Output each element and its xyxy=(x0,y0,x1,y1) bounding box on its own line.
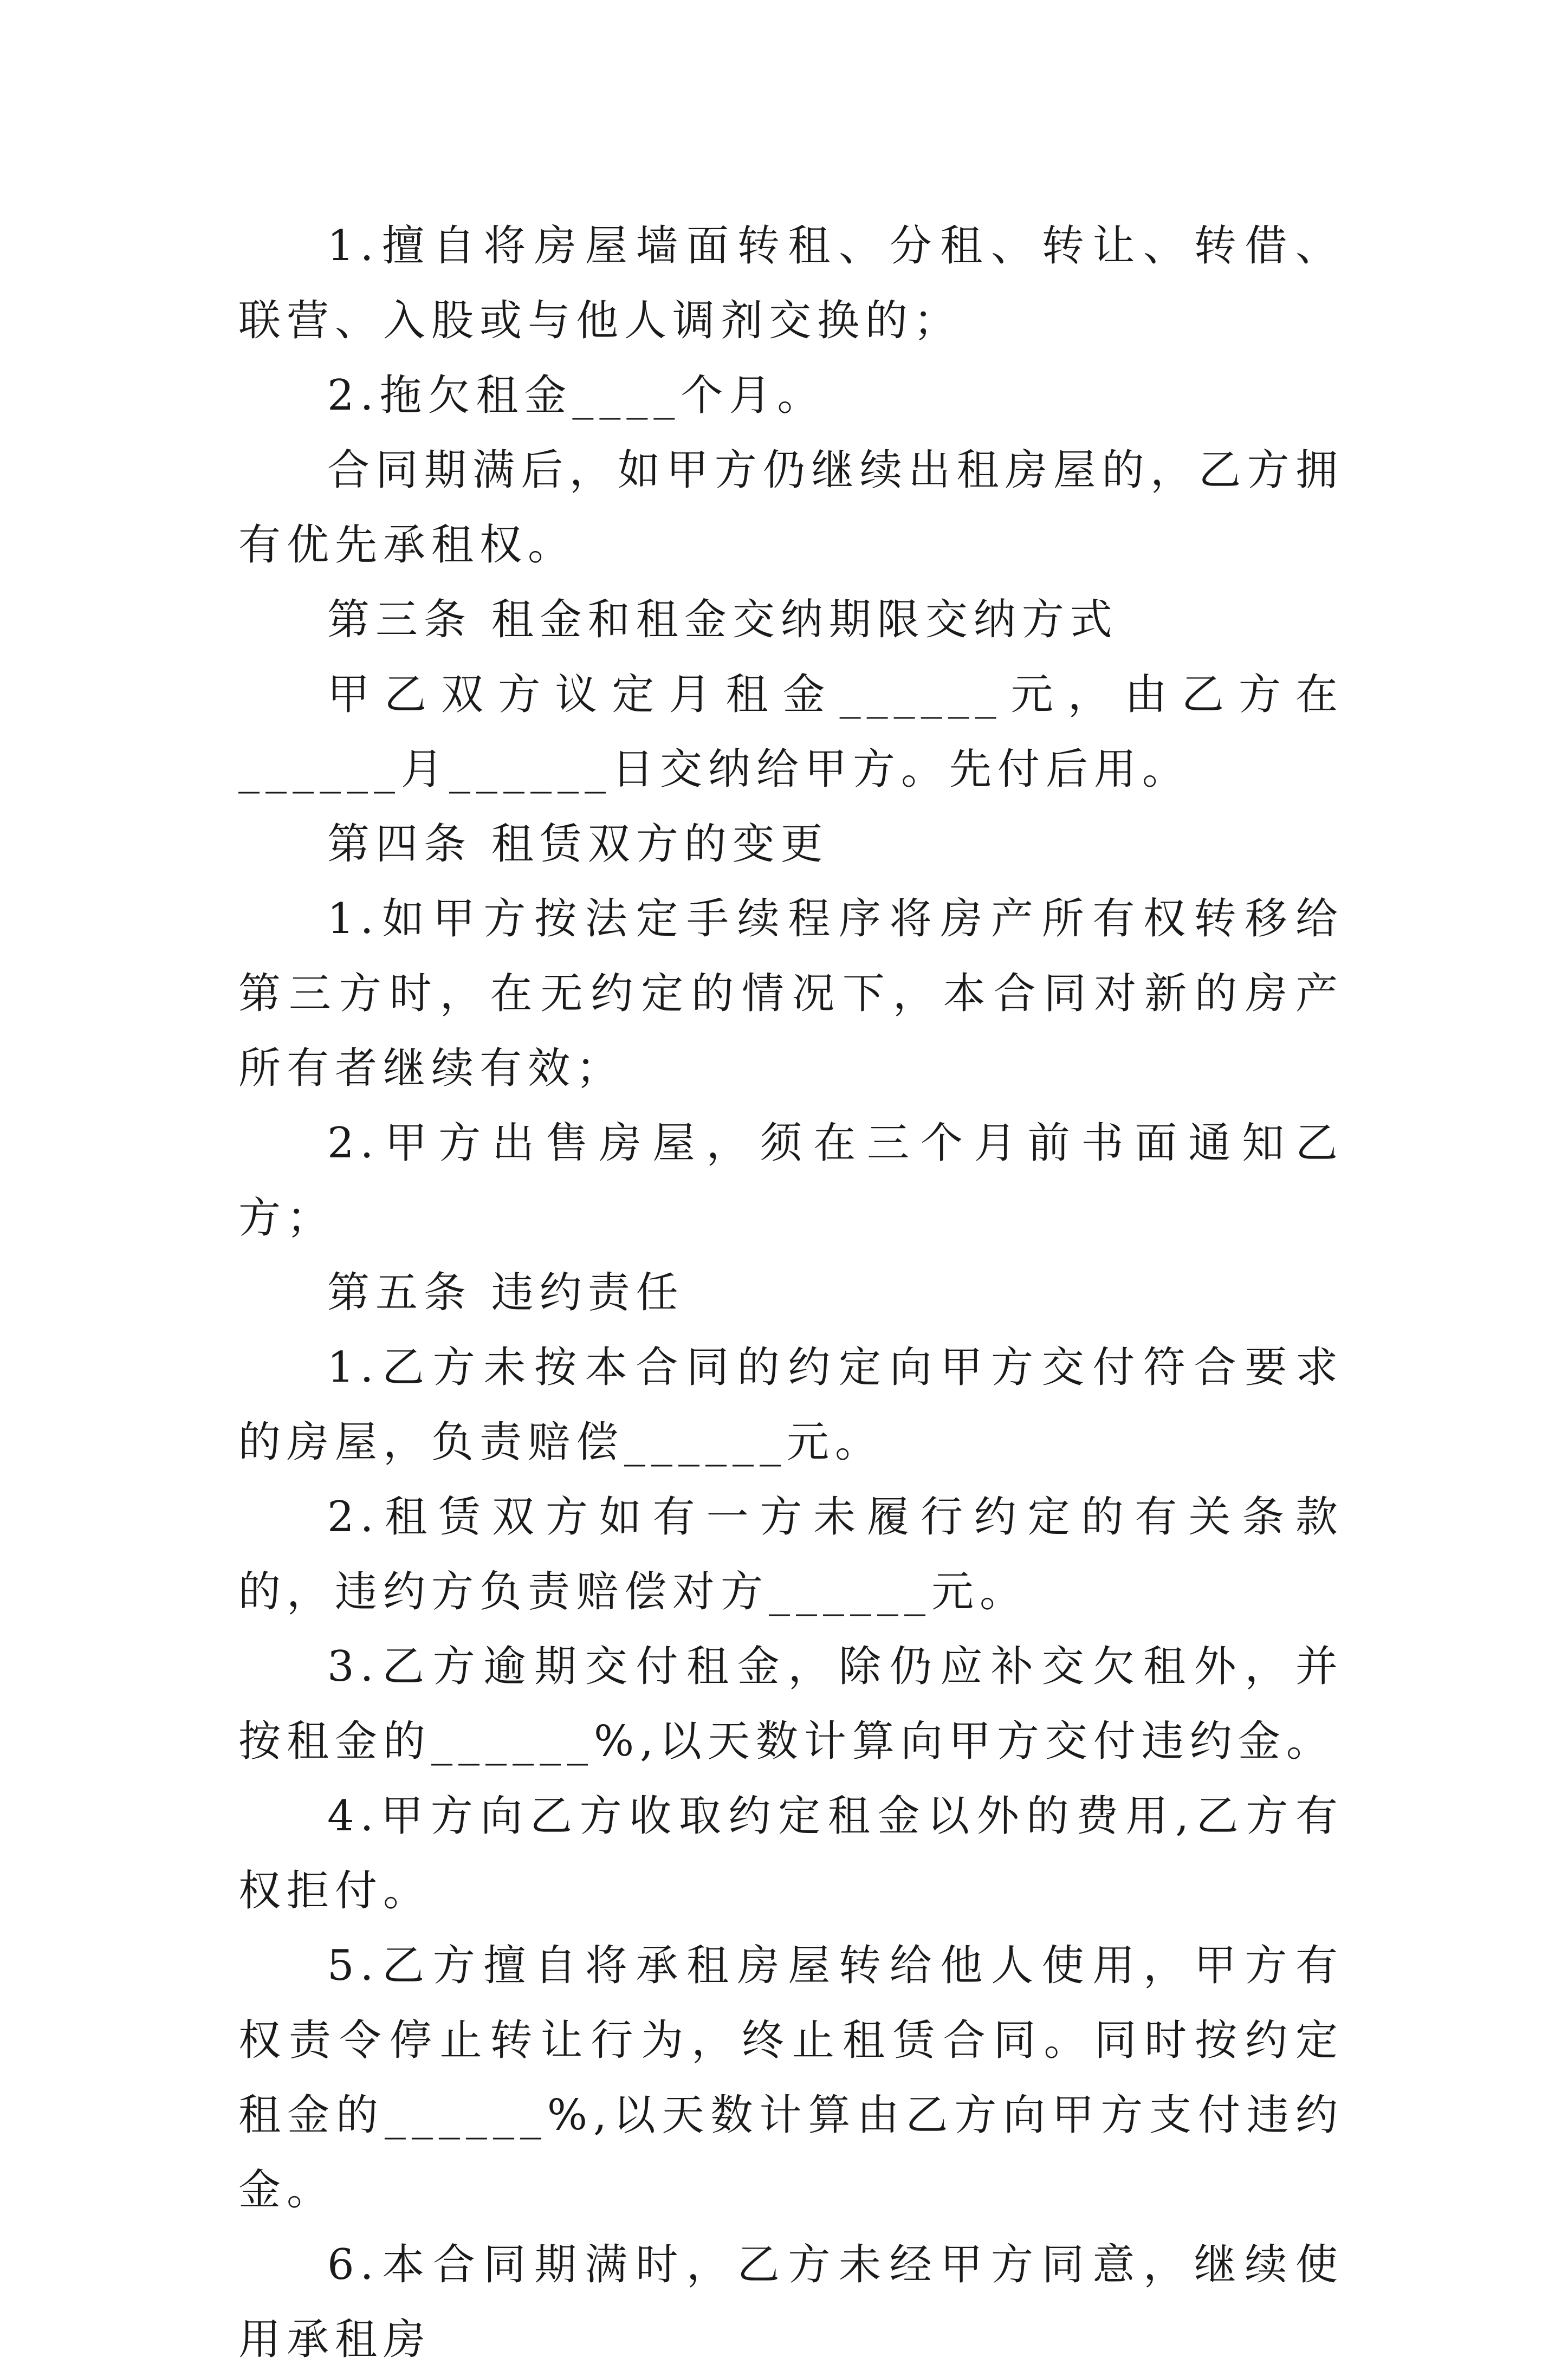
clause-paragraph: 1.乙方未按本合同的约定向甲方交付符合要求的房屋，负责赔偿______元。 xyxy=(238,1343,1344,1467)
clause-paragraph: 2.拖欠租金____个月。 xyxy=(327,371,826,420)
clause-paragraph: 5.乙方擅自将承租房屋转给他人使用，甲方有权责令停止转让行为，终止租赁合同。同时按约定租金的______%,以天数计算由乙方向甲方支付违约金。 xyxy=(238,1941,1344,2214)
clause-paragraph: 1.如甲方按法定手续程序将房产所有权转移给第三方时，在无约定的情况下，本合同对新的房产所有者继续有效； xyxy=(238,895,1344,1093)
clause-paragraph: 合同期满后，如甲方仍继续出租房屋的，乙方拥有优先承租权。 xyxy=(238,446,1344,569)
section-heading: 第五条 违约责任 xyxy=(327,1268,684,1317)
clause-paragraph: 2.租赁双方如有一方未履行约定的有关条款的，违约方负责赔偿对方______元。 xyxy=(238,1493,1344,1616)
clause-paragraph: 3.乙方逾期交付租金，除仍应补交欠租外，并按租金的______%,以天数计算向甲方交付违约金。 xyxy=(238,1642,1344,1766)
section-heading: 第四条 租赁双方的变更 xyxy=(327,820,829,869)
clause-paragraph: 2.甲方出售房屋，须在三个月前书面通知乙方； xyxy=(238,1119,1344,1242)
clause-paragraph: 4.甲方向乙方收取约定租金以外的费用,乙方有权拒付。 xyxy=(238,1792,1344,1915)
clause-paragraph: 1.擅自将房屋墙面转租、分租、转让、转借、联营、入股或与他人调剂交换的； xyxy=(238,222,1344,345)
clause-paragraph: 甲乙双方议定月租金______元，由乙方在______月______日交纳给甲方。先付后用。 xyxy=(238,670,1344,794)
section-heading: 第三条 租金和租金交纳期限交纳方式 xyxy=(327,595,1118,644)
contract-text xyxy=(238,209,1344,2377)
clause-paragraph: 6.本合同期满时，乙方未经甲方同意，继续使用承租房 xyxy=(238,2240,1344,2364)
